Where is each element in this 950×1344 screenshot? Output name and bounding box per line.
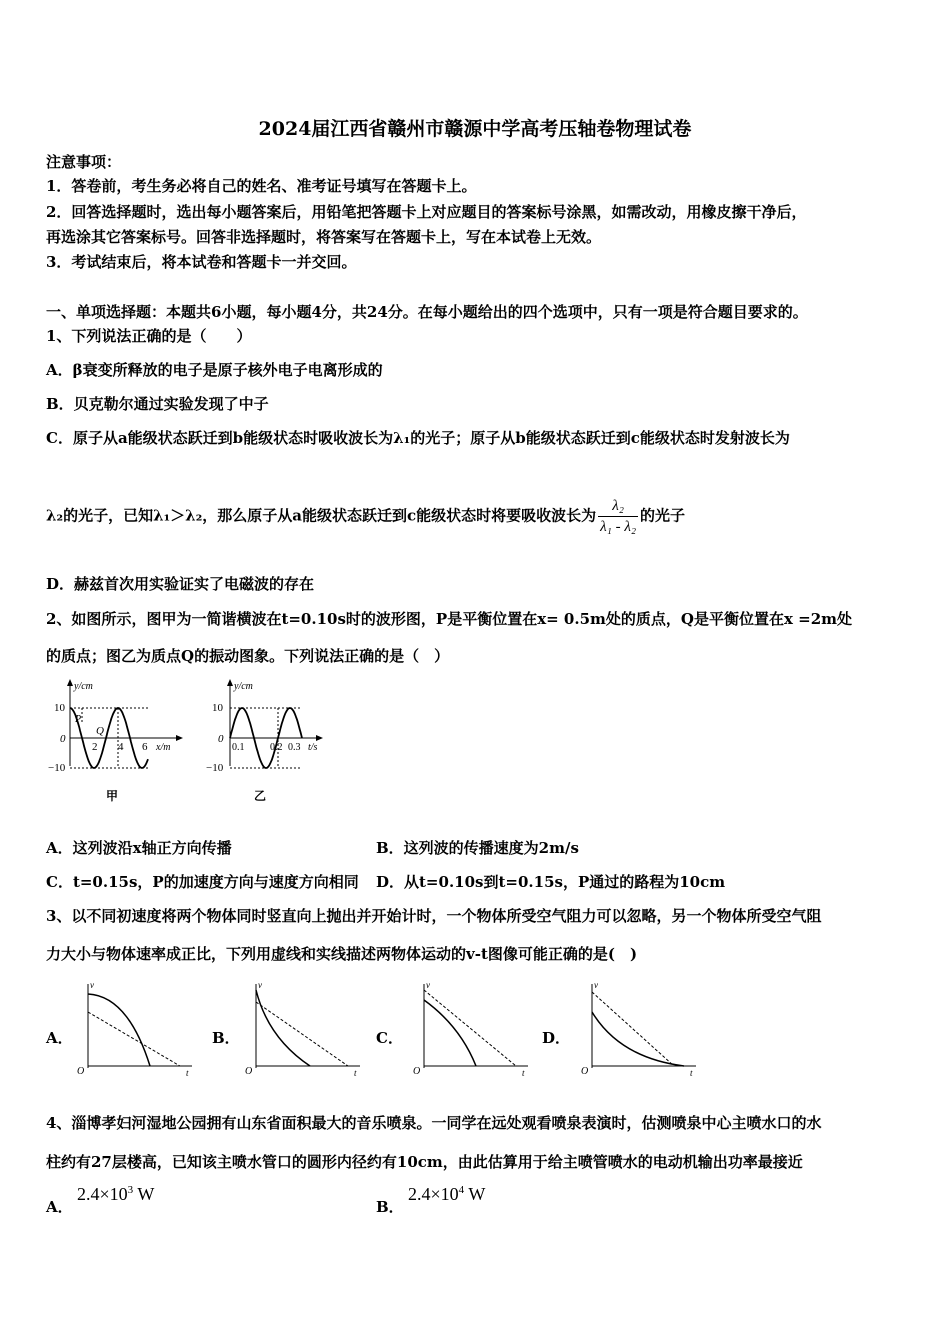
jia-label-q: Q bbox=[96, 725, 104, 737]
q3-graph-d bbox=[580, 978, 702, 1078]
q3d-origin: O bbox=[581, 1066, 589, 1077]
q2-stem-line2: 的质点；图乙为质点Q的振动图象。下列说法正确的是（ ） bbox=[46, 647, 450, 665]
notice-item-1: 1．答卷前，考生务必将自己的姓名、准考证号填写在答题卡上。 bbox=[46, 177, 477, 195]
notice-item-3: 3．考试结束后，将本试卷和答题卡一并交回。 bbox=[46, 253, 357, 271]
q3b-solid-line bbox=[256, 990, 310, 1066]
yi-ytick-0: 0 bbox=[218, 733, 224, 745]
jia-label-p: P bbox=[75, 714, 82, 725]
q4-a-mantissa: 2.4×10 bbox=[77, 1184, 128, 1204]
q2-option-d: D．从t=0.10s到t=0.15s，P通过的路程为10cm bbox=[376, 873, 726, 891]
yi-xtick-03: 0.3 bbox=[288, 742, 301, 753]
q3a-v-label: v bbox=[90, 980, 94, 990]
jia-ylabel: y/cm bbox=[74, 681, 93, 692]
q4-a-exponent: 3 bbox=[127, 1184, 134, 1196]
q4-stem-line1: 4、淄博孝妇河湿地公园拥有山东省面积最大的音乐喷泉。一同学在远处观看喷泉表演时，估测喷泉中心主喷水口的水 bbox=[46, 1114, 822, 1132]
q4-a-unit: W bbox=[133, 1184, 155, 1204]
fraction-denominator: λ₁ - λ₂ bbox=[600, 519, 637, 535]
q1-option-c-line2 bbox=[46, 496, 685, 537]
section-heading: 一、单项选择题：本题共6小题，每小题4分，共24分。在每小题给出的四个选项中，只有一项是符合题目要求的。 bbox=[46, 303, 808, 321]
jia-xtick-2: 2 bbox=[92, 741, 98, 753]
jia-caption: 甲 bbox=[106, 789, 119, 803]
q2-stem-line1: 2、如图所示，图甲为一简谐横波在t=0.10s时的波形图，P是平衡位置在x= 0.5m处的质点，Q是平衡位置在x =2m处 bbox=[46, 610, 853, 628]
q1-option-a: A．β衰变所释放的电子是原子核外电子电离形成的 bbox=[46, 361, 383, 379]
q3-graph-b bbox=[244, 978, 366, 1078]
yi-caption: 乙 bbox=[254, 789, 267, 803]
yi-xtick-01: 0.1 bbox=[232, 742, 245, 753]
q4-option-a-value bbox=[77, 1184, 154, 1205]
q3c-solid-line bbox=[424, 1000, 476, 1066]
yi-x-arrow bbox=[316, 735, 323, 741]
q3b-origin: O bbox=[245, 1066, 253, 1077]
yi-ylabel: y/cm bbox=[234, 681, 253, 692]
q3-option-a-label: A． bbox=[46, 1029, 73, 1047]
notice-item-2a: 2．回答选择题时，选出每小题答案后，用铅笔把答题卡上对应题目的答案标号涂黑，如需改动，用橡皮擦干净后， bbox=[46, 203, 807, 221]
q3-stem-line2: 力大小与物体速率成正比，下列用虚线和实线描述两物体运动的v-t图像可能正确的是( ) bbox=[46, 945, 638, 963]
q3-option-c-label: C． bbox=[376, 1029, 403, 1047]
q3c-origin: O bbox=[413, 1066, 421, 1077]
q3d-solid-line bbox=[592, 1012, 684, 1066]
jia-xtick-6: 6 bbox=[142, 741, 148, 753]
q3a-origin: O bbox=[77, 1066, 85, 1077]
q3a-t-label: t bbox=[186, 1068, 189, 1078]
q1-option-c-line1: C．原子从a能级状态跃迁到b能级状态时吸收波长为λ₁的光子；原子从b能级状态跃迁到c能级状态时发射波长为 bbox=[46, 429, 790, 447]
jia-x-arrow bbox=[176, 735, 183, 741]
q3-stem-line1: 3、以不同初速度将两个物体同时竖直向上抛出并开始计时，一个物体所受空气阻力可以忽略，另一个物体所受空气阻 bbox=[46, 907, 822, 925]
figure-yi bbox=[206, 679, 323, 803]
fraction-numerator: λ₂ bbox=[598, 496, 638, 517]
q4-b-unit: W bbox=[464, 1184, 486, 1204]
q1-option-b: B．贝克勒尔通过实验发现了中子 bbox=[46, 395, 269, 413]
figure-jia bbox=[48, 679, 183, 803]
q2-option-c: C．t=0.15s，P的加速度方向与速度方向相同 bbox=[46, 873, 359, 891]
q2-option-b: B．这列波的传播速度为2m/s bbox=[376, 839, 579, 857]
q3-option-d-label: D． bbox=[542, 1029, 571, 1047]
q3d-v-label: v bbox=[594, 980, 598, 990]
q3-graph-c bbox=[412, 978, 534, 1078]
q1-stem: 1、下列说法正确的是（ ） bbox=[46, 327, 252, 345]
notice-item-2b: 再选涂其它答案标号。回答非选择题时，将答案写在答题卡上，写在本试卷上无效。 bbox=[46, 228, 602, 246]
q3c-dashed-line bbox=[424, 990, 516, 1066]
q2-option-a: A．这列波沿x轴正方向传播 bbox=[46, 839, 232, 857]
yi-y-arrow bbox=[227, 679, 233, 686]
wavelength-fraction bbox=[598, 496, 638, 537]
q3b-dashed-line bbox=[256, 1002, 348, 1066]
q3-graph-a bbox=[76, 978, 198, 1078]
q4-b-mantissa: 2.4×10 bbox=[408, 1184, 459, 1204]
q4-option-a-label: A． bbox=[46, 1198, 73, 1216]
q3c-v-label: v bbox=[426, 980, 430, 990]
q1-option-d: D．赫兹首次用实验证实了电磁波的存在 bbox=[46, 575, 315, 593]
q3-option-b-label: B． bbox=[212, 1029, 240, 1047]
q3a-dashed-line bbox=[88, 1012, 180, 1066]
q2-figures bbox=[46, 674, 336, 806]
q3d-t-label: t bbox=[690, 1068, 693, 1078]
q4-option-b-label: B． bbox=[376, 1198, 404, 1216]
jia-y-arrow bbox=[67, 679, 73, 686]
yi-xlabel: t/s bbox=[308, 742, 318, 753]
q3b-t-label: t bbox=[354, 1068, 357, 1078]
q4-b-exponent: 4 bbox=[458, 1184, 465, 1196]
q3b-v-label: v bbox=[258, 980, 262, 990]
q4-option-b-value bbox=[408, 1184, 485, 1205]
jia-xlabel: x/m bbox=[156, 742, 171, 753]
q1-c-text-b: 的光子 bbox=[640, 506, 686, 525]
jia-ytick-neg10: −10 bbox=[48, 762, 66, 774]
jia-ytick-10: 10 bbox=[54, 702, 65, 714]
yi-ytick-10: 10 bbox=[212, 702, 223, 714]
yi-xtick-02: 0.2 bbox=[270, 742, 283, 753]
jia-ytick-0: 0 bbox=[60, 733, 66, 745]
q4-stem-line2: 柱约有27层楼高，已知该主喷水管口的圆形内径约有10cm，由此估算用于给主喷管喷水的电动机输出功率最接近 bbox=[46, 1153, 803, 1171]
jia-xtick-4: 4 bbox=[118, 741, 124, 753]
notice-heading: 注意事项： bbox=[46, 153, 122, 171]
q3c-t-label: t bbox=[522, 1068, 525, 1078]
q1-c-text-a: λ₂的光子，已知λ₁＞λ₂，那么原子从a能级状态跃迁到c能级状态时将要吸收波长为 bbox=[46, 506, 597, 525]
page-title: 2024届江西省赣州市赣源中学高考压轴卷物理试卷 bbox=[258, 118, 692, 140]
yi-ytick-neg10: −10 bbox=[206, 762, 224, 774]
